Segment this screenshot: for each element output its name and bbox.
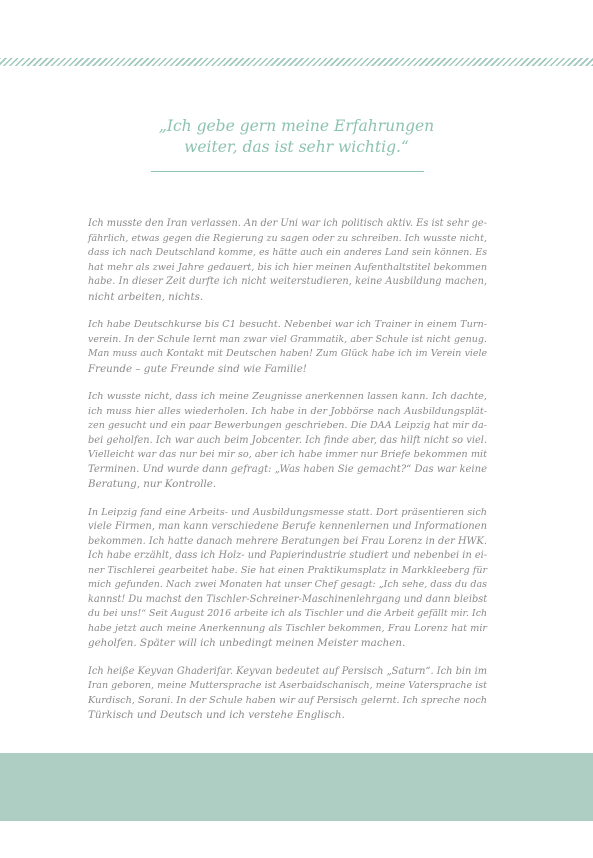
text-line: Ich habe Deutschkurse bis C1 besucht. Nebenbei war ich Trainer in einem Turn- [88, 319, 487, 330]
text-line: kannst! Du machst den Tischler-Schreiner-Maschinenlehrgang und dann bleibst [88, 593, 488, 605]
quote-divider [151, 171, 424, 172]
article-body [88, 217, 487, 737]
text-line: geholfen. Später will ich unbedingt meinen Meister machen. [88, 637, 406, 649]
text-line: Ich heiße Keyvan Ghaderifar. Keyvan bedeutet auf Persisch „Saturn“. Ich bin im [88, 665, 487, 677]
paragraph [88, 217, 487, 304]
paragraph [88, 318, 487, 376]
text-line: viele Firmen, man kann verschiedene Berufe kennenlernen und Informationen [88, 521, 488, 532]
paragraph [88, 390, 487, 492]
text-line: bei geholfen. Ich war auch beim Jobcenter. Ich finde aber, das hilft nicht so viel. [88, 434, 487, 446]
text-line: Ich habe erzählt, dass ich Holz- und Papierindustrie studiert und nebenbei in ei- [88, 550, 488, 561]
text-line: bekommen. Ich hatte danach mehrere Beratungen bei Frau Lorenz in der HWK. [88, 535, 487, 547]
text-line: mich gefunden. Nach zwei Monaten hat unser Chef gesagt: „Ich sehe, dass du das [88, 579, 487, 590]
decorative-hatch-band [0, 58, 593, 66]
text-line: Türkisch und Deutsch und ich verstehe Englisch. [88, 709, 345, 721]
text-line: verein. In der Schule lernt man zwar viel Grammatik, aber Schule ist nicht genug. [88, 333, 487, 345]
text-line: nicht arbeiten, nichts. [88, 290, 204, 303]
text-line: In Leipzig fand eine Arbeits- und Ausbildungsmesse statt. Dort präsentieren sich [88, 506, 487, 518]
pull-quote [120, 116, 473, 158]
paragraph [88, 506, 487, 651]
text-line: Vielleicht war das nur bei mir so, aber ich habe immer nur Briefe bekommen mit [88, 449, 487, 460]
text-line: fährlich, etwas gegen die Regierung zu sagen oder zu schreiben. Ich wusste nicht, [88, 232, 487, 244]
text-line: Man muss auch Kontakt mit Deutschen haben! Zum Glück habe ich im Verein viele [88, 348, 487, 359]
text-line: Ich wusste nicht, dass ich meine Zeugnisse anerkennen lassen kann. Ich dachte, [88, 391, 487, 402]
footer-color-band [0, 753, 593, 821]
text-line: ner Tischlerei gearbeitet habe. Sie hat einen Praktikumsplatz in Markkleeberg für [88, 564, 487, 576]
text-line: ich muss hier alles wiederholen. Ich habe in der Jobbörse nach Ausbildungsplät- [88, 405, 487, 417]
text-line: dass ich nach Deutschland komme, es hätte auch ein anderes Land sein können. Es [88, 247, 487, 258]
text-line: habe. In dieser Zeit durfte ich nicht weiterstudieren, keine Ausbildung machen, [88, 276, 487, 287]
pull-quote-line: weiter, das ist sehr wichtig.“ [184, 138, 409, 156]
text-line: hat mehr als zwei Jahre gedauert, bis ich hier meinen Aufenthaltstitel bekommen [88, 261, 487, 273]
text-line: zen gesucht und ein paar Bewerbungen geschrieben. Die DAA Leipzig hat mir da- [88, 420, 487, 431]
text-line: Terminen. Und wurde dann gefragt: „Was haben Sie gemacht?“ Das war keine [88, 463, 487, 475]
text-line: Beratung, nur Kontrolle. [88, 478, 217, 490]
pull-quote-line: „Ich gebe gern meine Erfahrungen [158, 117, 435, 135]
text-line: Iran geboren, meine Muttersprache ist Aserbaidschanisch, meine Vatersprache ist [88, 680, 487, 691]
text-line: du bei uns!“ Seit August 2016 arbeite ich als Tischler und die Arbeit gefällt mir. Ich [88, 608, 487, 619]
text-line: Ich musste den Iran verlassen. An der Uni war ich politisch aktiv. Es ist sehr ge- [88, 218, 487, 229]
text-line: Freunde – gute Freunde sind wie Familie! [88, 362, 307, 375]
paragraph [88, 665, 487, 723]
text-line: habe jetzt auch meine Anerkennung als Tischler bekommen, Frau Lorenz hat mir [88, 622, 487, 634]
text-line: Kurdisch, Sorani. In der Schule haben wir auf Persisch gelernt. Ich spreche noch [88, 694, 487, 706]
